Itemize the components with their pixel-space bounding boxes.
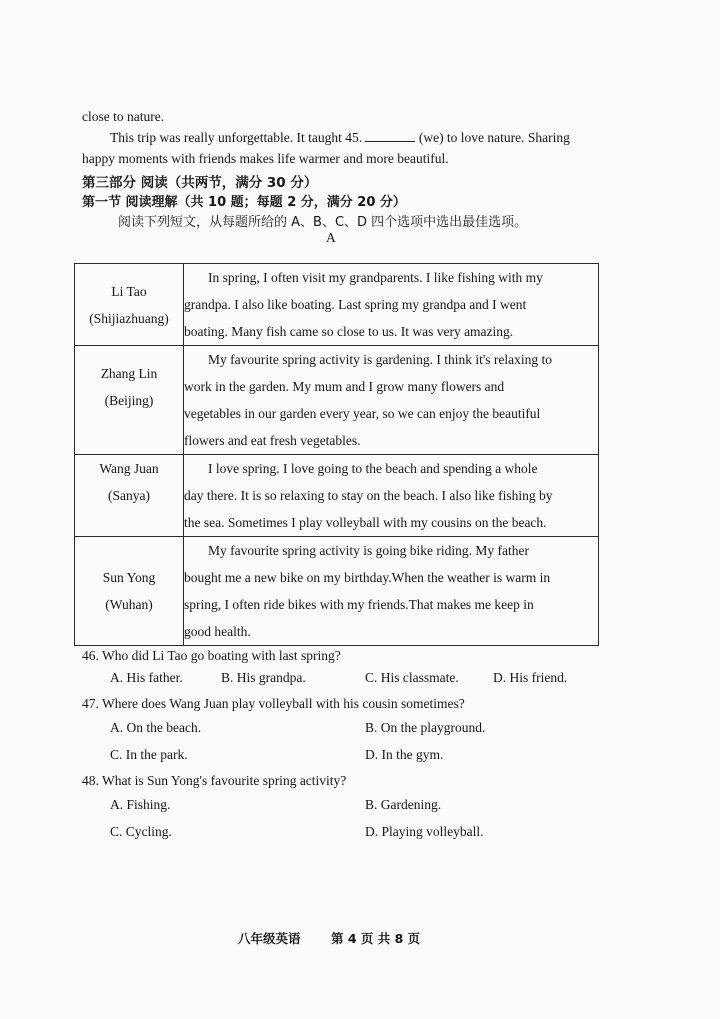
person-cell: [75, 537, 184, 646]
q47-option-c[interactable]: C. In the park.: [110, 747, 188, 762]
person-place: (Sanya): [108, 488, 150, 503]
text-line: In spring, I often visit my grandparents. I like fishing with my: [208, 270, 543, 285]
q48-option-d[interactable]: D. Playing volleyball.: [365, 824, 484, 839]
person-name: Zhang Lin: [100, 365, 158, 381]
intro-line-2-end: (we) to love nature. Sharing: [418, 130, 570, 145]
text-line: bought me a new bike on my birthday.When the weather is warm in: [184, 570, 551, 585]
text-line: My favourite spring activity is going bike riding. My father: [208, 543, 529, 558]
text-line: boating. Many fish came so close to us. It was very amazing.: [184, 324, 514, 339]
text-line: the sea. Sometimes I play volleyball with my cousins on the beach.: [184, 515, 547, 530]
passage-label: A: [326, 230, 336, 245]
text-line: vegetables in our garden every year, so we can enjoy the beautiful: [184, 406, 541, 421]
text-line: good health.: [184, 624, 251, 639]
text-line: grandpa. I also like boating. Last spring my grandpa and I went: [184, 297, 527, 312]
text-cell: [184, 264, 599, 346]
question-47-stem: 47. Where does Wang Juan play volleyball with his cousin sometimes?: [82, 696, 465, 711]
q48-option-a[interactable]: A. Fishing.: [110, 797, 171, 812]
footer-page-number: 第 4 页 共 8 页: [331, 931, 421, 946]
person-name: Sun Yong: [102, 570, 156, 585]
text-line: spring, I often ride bikes with my friends.That makes me keep in: [184, 597, 534, 612]
text-cell: [184, 537, 599, 646]
q47-option-d[interactable]: D. In the gym.: [365, 747, 444, 762]
sub-title: 第一节 阅读理解（共 10 题；每题 2 分，满分 20 分）: [82, 195, 406, 210]
q48-option-c[interactable]: C. Cycling.: [110, 824, 172, 839]
intro-line-3: happy moments with friends makes life warmer and more beautiful.: [82, 151, 449, 166]
person-place: (Beijing): [104, 392, 154, 408]
footer-subject: 八年级英语: [238, 931, 301, 946]
person-name: Wang Juan: [99, 461, 159, 476]
q46-option-a[interactable]: A. His father.: [110, 670, 183, 685]
text-cell: [184, 346, 599, 455]
person-cell: [75, 264, 184, 346]
text-line: day there. It is so relaxing to stay on the beach. I also like fishing by: [184, 488, 553, 503]
table-row: [75, 346, 599, 455]
text-line: My favourite spring activity is gardening. I think it's relaxing to: [208, 352, 552, 367]
person-place: (Wuhan): [105, 597, 153, 612]
q46-option-d[interactable]: D. His friend.: [493, 670, 568, 685]
reading-table: [74, 263, 599, 646]
person-name: Li Tao: [111, 283, 147, 299]
q47-option-b[interactable]: B. On the playground.: [365, 720, 486, 735]
person-cell: [75, 346, 184, 455]
q46-option-c[interactable]: C. His classmate.: [365, 670, 459, 685]
text-cell: [184, 455, 599, 537]
person-cell: [75, 455, 184, 537]
q48-option-b[interactable]: B. Gardening.: [365, 797, 442, 812]
table-row: [75, 264, 599, 346]
text-line: flowers and eat fresh vegetables.: [184, 433, 361, 448]
table-row: [75, 537, 599, 646]
q47-option-a[interactable]: A. On the beach.: [110, 720, 202, 735]
question-48-stem: 48. What is Sun Yong's favourite spring activity?: [82, 773, 347, 788]
instruction: 阅读下列短文，从每题所给的 A、B、C、D 四个选项中选出最佳选项。: [118, 215, 528, 230]
intro-line-2: [110, 130, 570, 146]
text-line: I love spring. I love going to the beach and spending a whole: [208, 461, 538, 476]
question-46-stem: 46. Who did Li Tao go boating with last spring?: [82, 648, 341, 663]
intro-line-1: close to nature.: [82, 109, 165, 124]
table-row: [75, 455, 599, 537]
q46-option-b[interactable]: B. His grandpa.: [221, 670, 306, 685]
person-place: (Shijiazhuang): [89, 310, 169, 326]
intro-line-2-start: This trip was really unforgettable. It taught 45.: [110, 130, 363, 145]
answer-blank-45[interactable]: [365, 130, 415, 142]
text-line: work in the garden. My mum and I grow many flowers and: [184, 379, 505, 394]
part-title: 第三部分 阅读（共两节，满分 30 分）: [82, 175, 318, 191]
